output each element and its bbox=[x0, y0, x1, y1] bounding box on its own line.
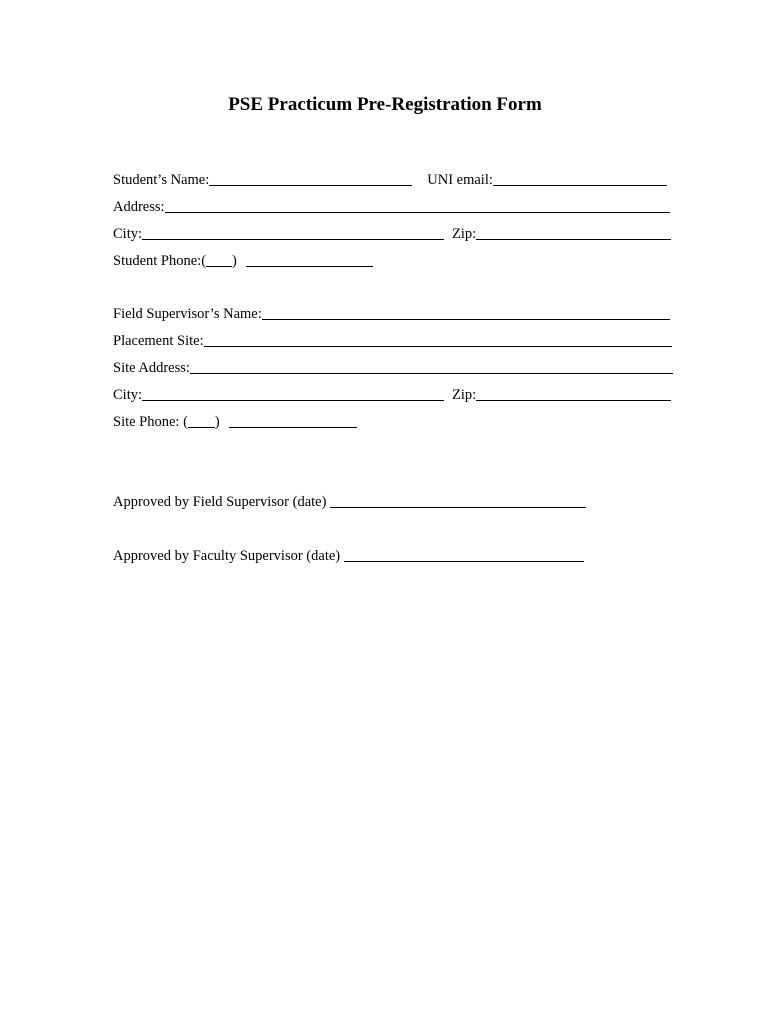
placement-site-row bbox=[113, 331, 672, 351]
uni-email-label: UNI email: bbox=[427, 172, 493, 188]
site-phone-area-code-field[interactable] bbox=[188, 412, 215, 428]
faculty-supervisor-approval-date-field[interactable] bbox=[344, 546, 584, 562]
site-address-label: Site Address: bbox=[113, 360, 190, 376]
site-city-row bbox=[113, 385, 671, 405]
student-city-row bbox=[113, 224, 671, 244]
student-name-row bbox=[113, 170, 667, 190]
site-phone-row bbox=[113, 412, 357, 432]
student-name-field[interactable] bbox=[209, 170, 412, 186]
student-city-field[interactable] bbox=[142, 224, 444, 240]
placement-site-field[interactable] bbox=[204, 331, 672, 347]
student-name-label: Student’s Name: bbox=[113, 172, 210, 188]
site-phone-number-field[interactable] bbox=[229, 412, 357, 428]
address-label: Address: bbox=[113, 199, 165, 215]
student-phone-row bbox=[113, 251, 373, 271]
student-zip-field[interactable] bbox=[476, 224, 671, 240]
field-supervisor-name-label: Field Supervisor’s Name: bbox=[113, 306, 262, 322]
placement-site-label: Placement Site: bbox=[113, 333, 204, 349]
site-address-row bbox=[113, 358, 673, 378]
field-supervisor-name-field[interactable] bbox=[262, 304, 670, 320]
student-city-label: City: bbox=[113, 226, 143, 242]
faculty-supervisor-approval-row bbox=[113, 546, 584, 566]
address-row bbox=[113, 197, 670, 217]
site-phone-close-paren: ) bbox=[214, 414, 220, 430]
field-supervisor-approval-label: Approved by Field Supervisor (date) bbox=[113, 494, 327, 510]
student-phone-number-field[interactable] bbox=[246, 251, 373, 267]
site-phone-label: Site Phone: ( bbox=[113, 414, 188, 430]
form-title: PSE Practicum Pre-Registration Form bbox=[228, 94, 542, 115]
site-zip-label: Zip: bbox=[452, 387, 477, 403]
student-phone-area-code-field[interactable] bbox=[206, 251, 232, 267]
site-city-label: City: bbox=[113, 387, 143, 403]
uni-email-field[interactable] bbox=[493, 170, 667, 186]
student-phone-close-paren: ) bbox=[232, 253, 237, 269]
student-phone-label: Student Phone:( bbox=[113, 253, 207, 269]
site-city-field[interactable] bbox=[142, 385, 444, 401]
student-zip-label: Zip: bbox=[452, 226, 477, 242]
faculty-supervisor-approval-label: Approved by Faculty Supervisor (date) bbox=[113, 548, 341, 564]
field-supervisor-approval-row bbox=[113, 492, 586, 512]
field-supervisor-name-row bbox=[113, 304, 670, 324]
address-field[interactable] bbox=[165, 197, 670, 213]
field-supervisor-approval-date-field[interactable] bbox=[330, 492, 586, 508]
site-zip-field[interactable] bbox=[476, 385, 671, 401]
site-address-field[interactable] bbox=[190, 358, 673, 374]
